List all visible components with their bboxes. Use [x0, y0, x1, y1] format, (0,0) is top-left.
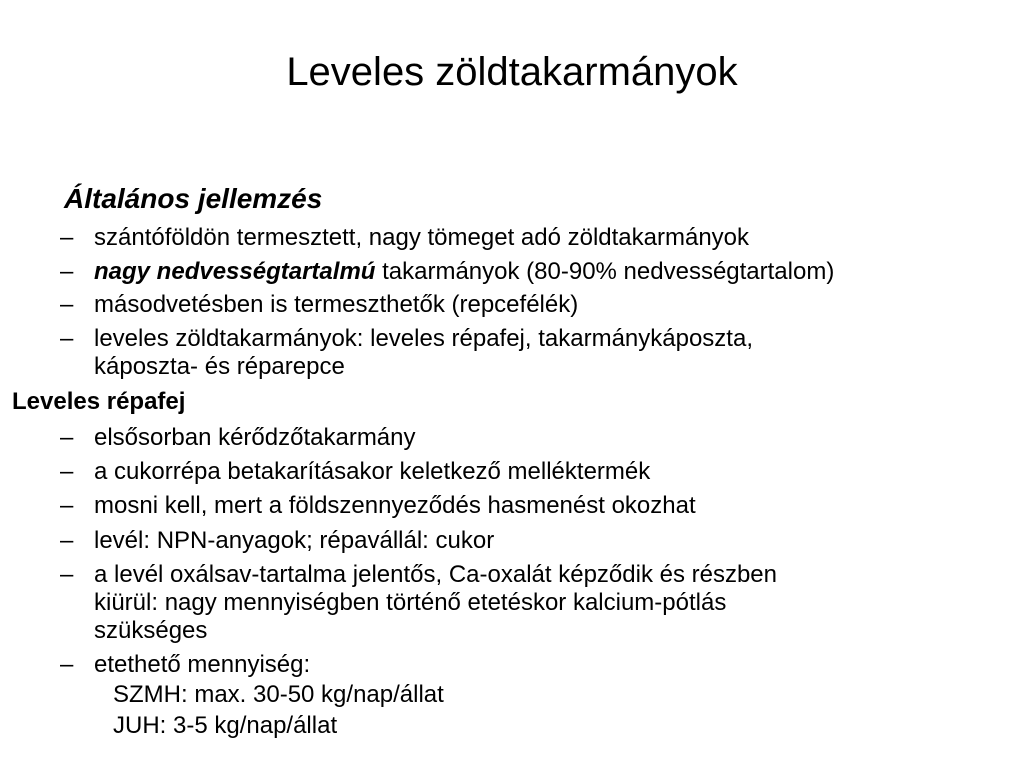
bullet-text-line: káposzta- és réparepce	[94, 353, 345, 380]
dash-bullet: –	[60, 651, 74, 678]
leafy-beet-top-heading: Leveles répafej	[12, 388, 186, 415]
dash-bullet: –	[60, 492, 74, 519]
bullet-text: a cukorrépa betakarításakor keletkező melléktermék	[94, 458, 651, 485]
bullet-item	[60, 291, 1000, 319]
bullet-text-line: a levél oxálsav-tartalma jelentős, Ca-oxalát képződik és részben	[94, 561, 778, 588]
dash-bullet: –	[60, 224, 74, 251]
bullet-item	[60, 224, 1000, 252]
bullet-item	[60, 424, 1000, 452]
dash-bullet: –	[60, 291, 74, 318]
bullet-text-line: szükséges	[94, 617, 208, 644]
bullet-text: másodvetésben is termeszthetők (repcefélék)	[94, 291, 579, 318]
dash-bullet: –	[60, 258, 74, 285]
bullet-item	[60, 258, 1000, 286]
dash-bullet: –	[60, 325, 74, 352]
bullet-text: levél: NPN-anyagok; répavállál: cukor	[94, 527, 495, 554]
amount-line-sheep: JUH: 3-5 kg/nap/állat	[113, 712, 338, 739]
dash-bullet: –	[60, 561, 74, 588]
bullet-item	[60, 651, 1000, 679]
dash-bullet: –	[60, 527, 74, 554]
bullet-text: mosni kell, mert a földszennyeződés hasmenést okozhat	[94, 492, 696, 519]
general-characteristics-heading: Általános jellemzés	[64, 183, 323, 214]
bullet-item	[60, 325, 1000, 381]
bullet-text-line: kiürül: nagy mennyiségben történő etetéskor kalcium-pótlás	[94, 589, 727, 616]
dash-bullet: –	[60, 458, 74, 485]
bullet-item	[60, 561, 1000, 645]
bullet-item	[60, 492, 1000, 520]
amount-line-cattle: SZMH: max. 30-50 kg/nap/állat	[113, 681, 444, 708]
bullet-text-line: leveles zöldtakarmányok: leveles répafej, takarmánykáposzta,	[94, 325, 753, 352]
bullet-text-rest: takarmányok (80-90% nedvességtartalom)	[375, 258, 835, 285]
bullet-text: elsősorban kérődzőtakarmány	[94, 424, 416, 451]
bullet-text: szántóföldön termesztett, nagy tömeget adó zöldtakarmányok	[94, 224, 750, 251]
emphasis-text: nagy nedvességtartalmú	[94, 258, 376, 285]
bullet-item	[60, 527, 1000, 555]
bullet-text: etethető mennyiség:	[94, 651, 311, 678]
dash-bullet: –	[60, 424, 74, 451]
bullet-item	[60, 458, 1000, 486]
slide-title: Leveles zöldtakarmányok	[286, 50, 738, 94]
bullet-text	[94, 258, 1000, 286]
